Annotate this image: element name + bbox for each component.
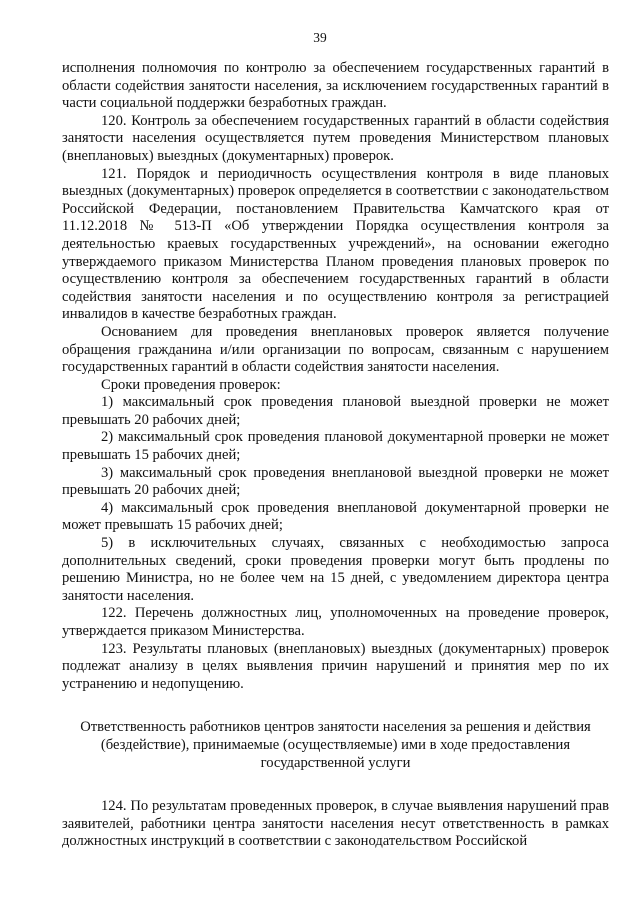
spacer <box>62 772 609 798</box>
list-item-2: 2) максимальный срок проведения плановой документарной проверки не может превышать 15 рабочих дней; <box>62 429 609 464</box>
list-item-5: 5) в исключительных случаях, связанных с необходимостью запроса дополнительных сведений, сроки проведения проверки могут быть продлены по решению Министра, но не более чем на 15 дней, с уведомлением директора центра занятости населения. <box>62 535 609 604</box>
paragraph-continuation: исполнения полномочия по контролю за обеспечением государственных гарантий в области содействия занятости населения, за исключением государственных гарантий в части социальной поддержки безработных граждан. <box>62 60 609 112</box>
paragraph-120: 120. Контроль за обеспечением государственных гарантий в области содействия занятости населения осуществляется путем проведения Министерством плановых (внеплановых) выездных (документарных) проверок. <box>62 112 609 164</box>
paragraph-122: 122. Перечень должностных лиц, уполномоченных на проведение проверок, утверждается приказом Министерства. <box>62 605 609 639</box>
paragraph-121: 121. Порядок и периодичность осуществления контроля в виде плановых выездных (документарных) проверок определяется в соответствии с законодательством Российской Федерации, постановлением Правительства Камчатского края от 11.12.2018 № 513-П «Об утверждении Порядка осуществления контроля за деятельностью краевых государственных учреждений», на основании ежегодно утверждаемого приказом Министерства Планом проведения плановых проверок по осуществлению контроля за обеспечением государственных гарантий в области содействия занятости населения и по осуществлению контроля за регистрацией инвалидов в качестве безработных граждан. <box>62 165 609 323</box>
paragraph-inspection-terms: Сроки проведения проверок: <box>101 376 281 393</box>
list-item-3: 3) максимальный срок проведения внеплановой выездной проверки не может превышать 20 рабочих дней; <box>62 464 609 499</box>
section-heading: Ответственность работников центров занятости населения за решения и действия (бездействие), принимаемые (осуществляемые) ими в ходе предоставления государственной услуги <box>80 719 591 771</box>
list-item-1: 1) максимальный срок проведения плановой выездной проверки не может превышать 20 рабочих дней; <box>62 394 609 428</box>
spacer <box>62 693 609 719</box>
page-number: 39 <box>313 30 327 45</box>
paragraph-123: 123. Результаты плановых (внеплановых) выездных (документарных) проверок подлежат анализу в целях выявления причин нарушений и принятия мер по их устранению и недопущению. <box>62 640 609 692</box>
paragraph-unscheduled-grounds: Основанием для проведения внеплановых проверок является получение обращения гражданина и/или организации по вопросам, связанным с нарушением государственных гарантий в области содействия занятости населения. <box>62 323 609 376</box>
document-body <box>62 60 609 851</box>
paragraph-124: 124. По результатам проведенных проверок, в случае выявления нарушений прав заявителей, работники центра занятости населения несут ответственность в рамках должностных инструкций в соответствии с законодательством Российской <box>62 798 609 850</box>
list-item-4: 4) максимальный срок проведения внеплановой документарной проверки не может превышать 15 рабочих дней; <box>62 499 609 534</box>
